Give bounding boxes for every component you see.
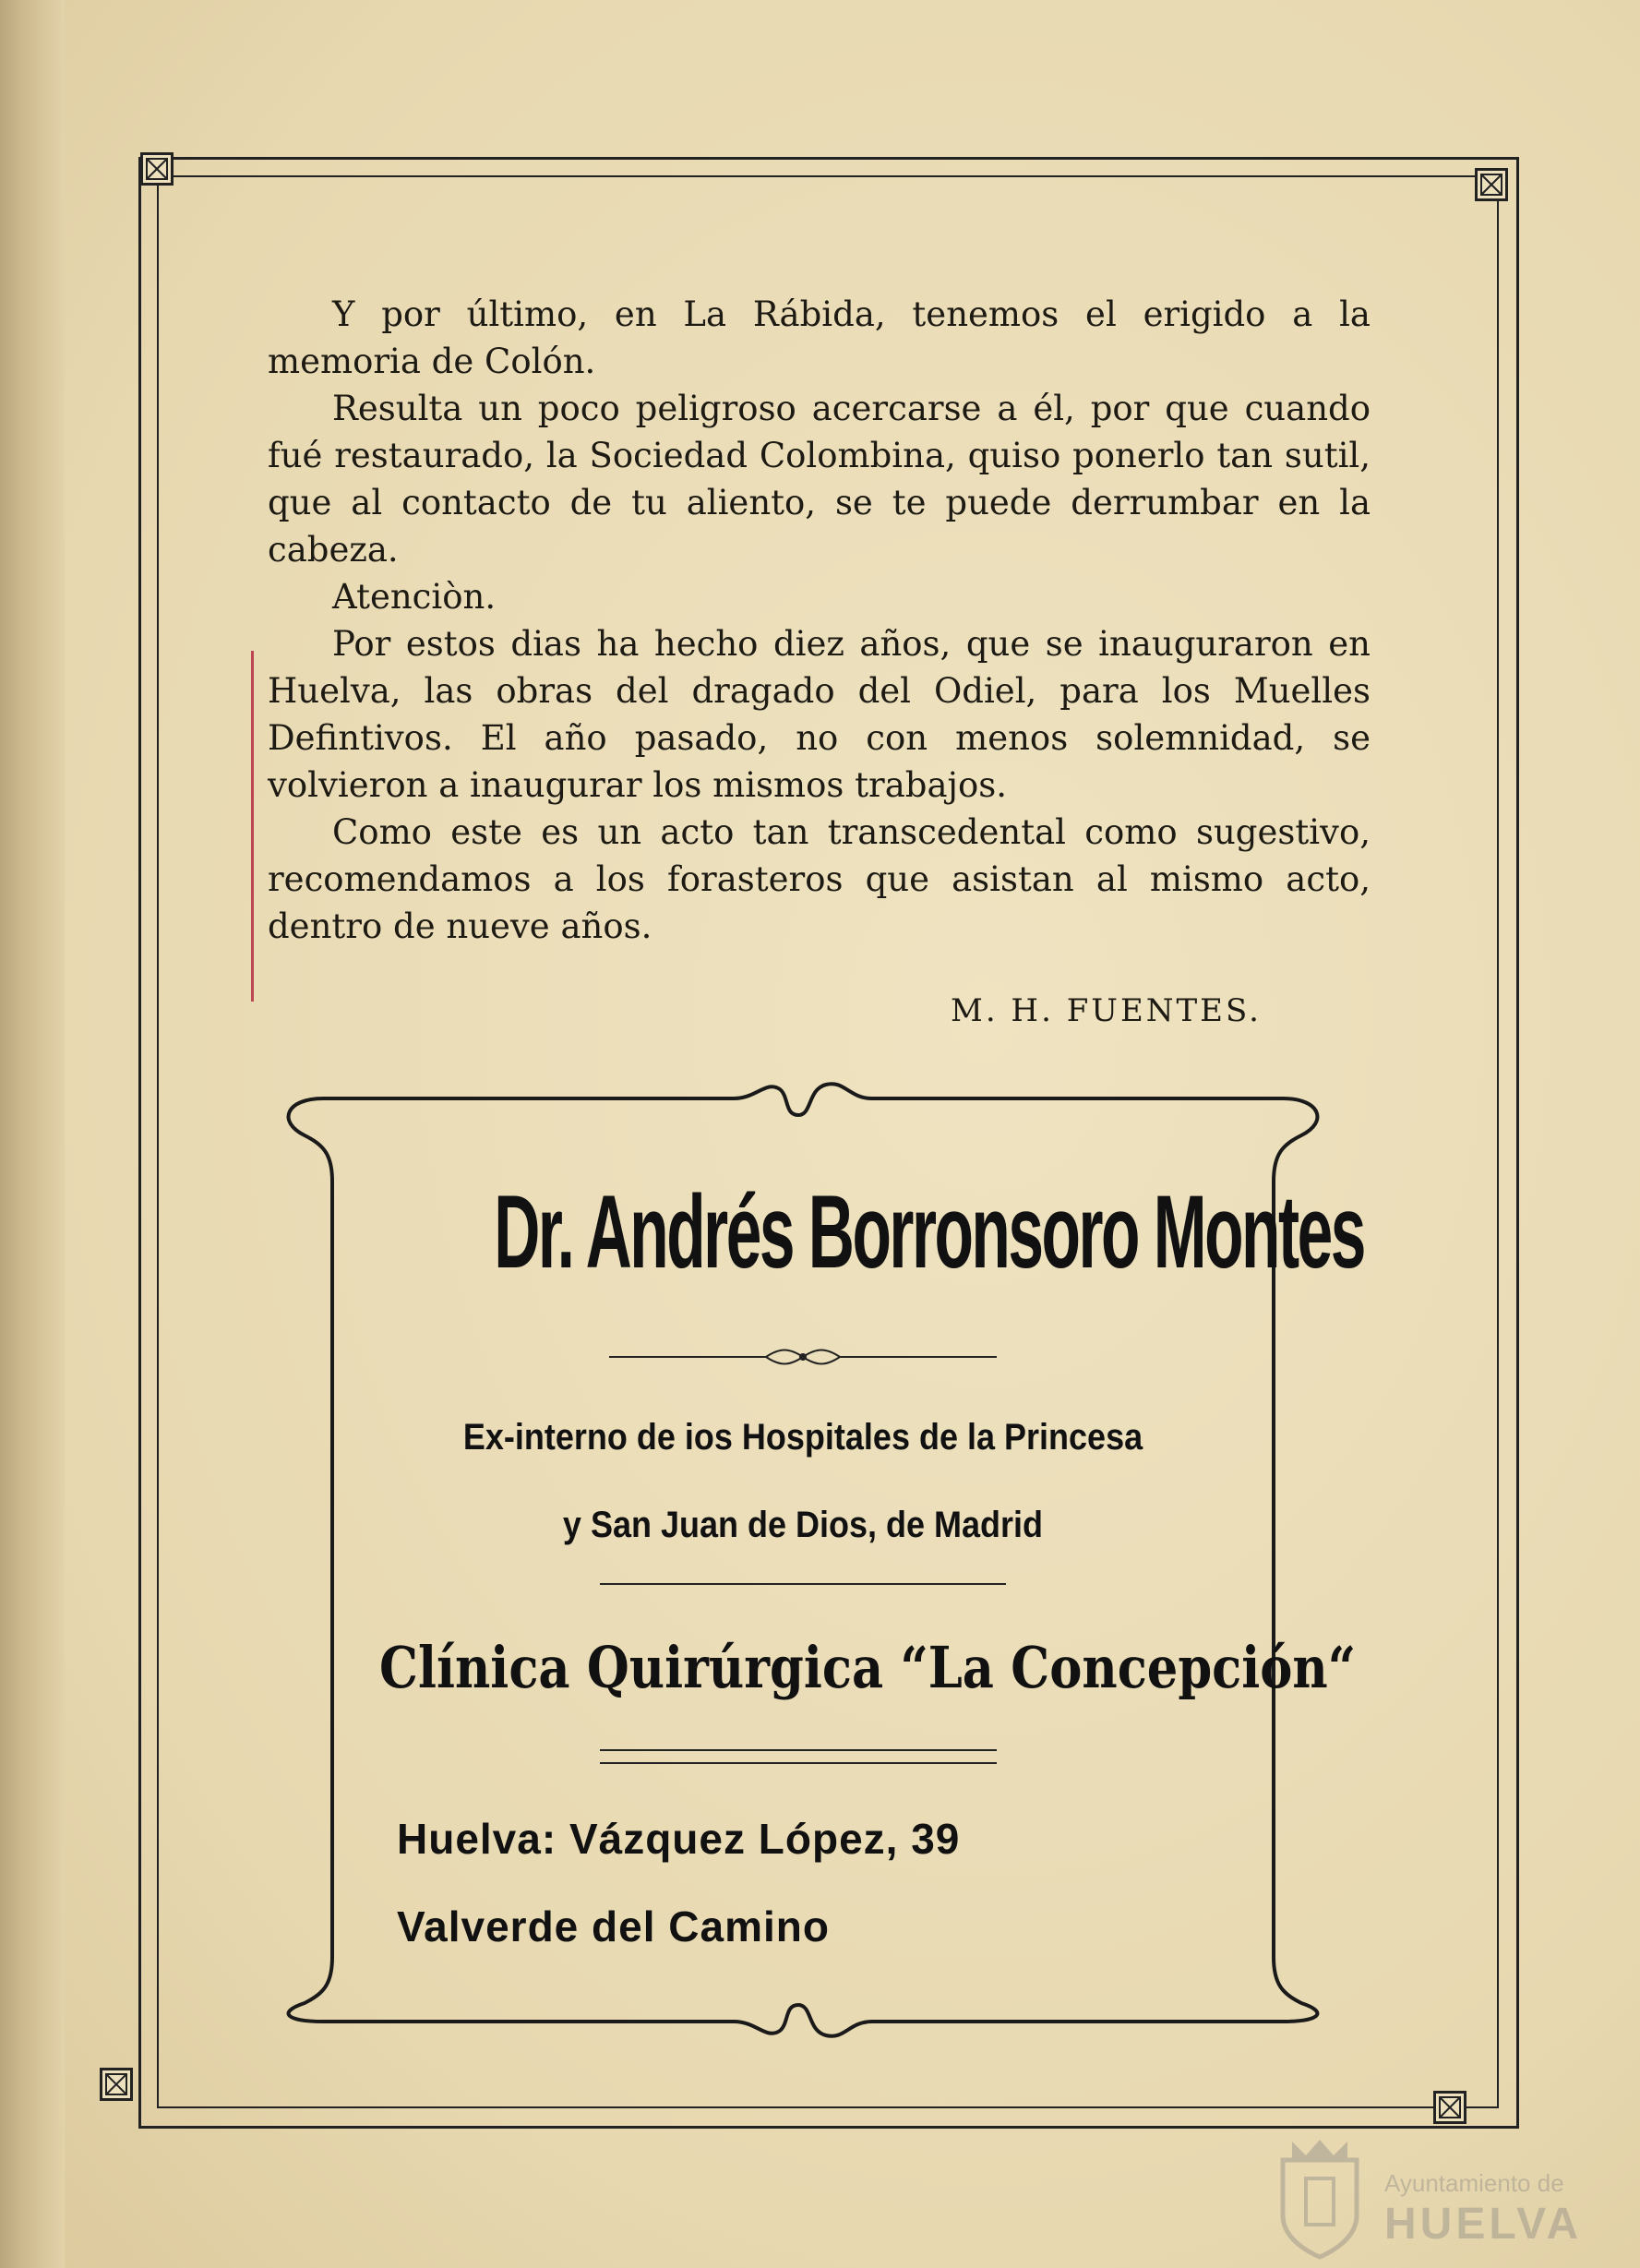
credentials-line-1: Ex-interno de ios Hospitales de la Princesa — [462, 1417, 1143, 1458]
ayuntamiento-watermark — [1264, 2132, 1615, 2262]
article-paragraph: Atenciòn. — [332, 577, 497, 617]
watermark-line-2: HUELVA — [1384, 2200, 1583, 2249]
watermark-line-1: Ayuntamiento de — [1384, 2169, 1564, 2197]
address-line-1: Huelva: Vázquez López, 39 — [397, 1815, 961, 1863]
margin-pencil-mark — [251, 651, 254, 1002]
address-line-2: Valverde del Camino — [397, 1902, 830, 1950]
credentials-line-2: y San Juan de Dios, de Madrid — [562, 1505, 1044, 1545]
article-paragraph: Y por último, en La Rábida, tenemos el erigido a la memoria de Colón. — [268, 294, 1371, 381]
article-paragraph: Como este es un acto tan transcedental como sugestivo, recomendamos a los forasteros que asistan al mismo acto, dentro de nueve años. — [268, 812, 1371, 946]
rule-divider — [600, 1583, 1006, 1585]
flourish-divider-icon — [609, 1348, 997, 1366]
corner-ornament-top-right — [1475, 168, 1508, 201]
article-paragraph: Por estos dias ha hecho diez años, que se inauguraron en Huelva, las obras del dragado del Odiel, para los Muelles Defintivos. El año pasado, no con menos solemnidad, se volvieron a inaugurar los mismos trabajos. — [268, 624, 1371, 805]
corner-ornament-bottom-right — [1433, 2091, 1466, 2124]
advertisement-box — [305, 1085, 1364, 2022]
article-signature: M. H. FUENTES. — [951, 992, 1262, 1029]
city-crest-icon — [1264, 2132, 1375, 2262]
book-spine-shadow — [0, 0, 65, 2268]
corner-ornament-bottom-left — [100, 2068, 133, 2101]
corner-ornament-top-left — [140, 152, 174, 186]
article-paragraph: Resulta un poco peligroso acercarse a él, por que cuando fué restaurado, la Sociedad Colombina, quiso ponerlo tan sutil, que al contacto de tu aliento, se te puede derrumbar en la cabeza. — [268, 389, 1371, 570]
double-rule-divider — [600, 1749, 997, 1764]
doctor-name: Dr. Andrés Borronsoro Montes — [494, 1174, 1364, 1290]
article-body — [268, 291, 1371, 950]
clinic-name: Clínica Quirúrgica “La Concepción“ — [379, 1634, 1357, 1701]
